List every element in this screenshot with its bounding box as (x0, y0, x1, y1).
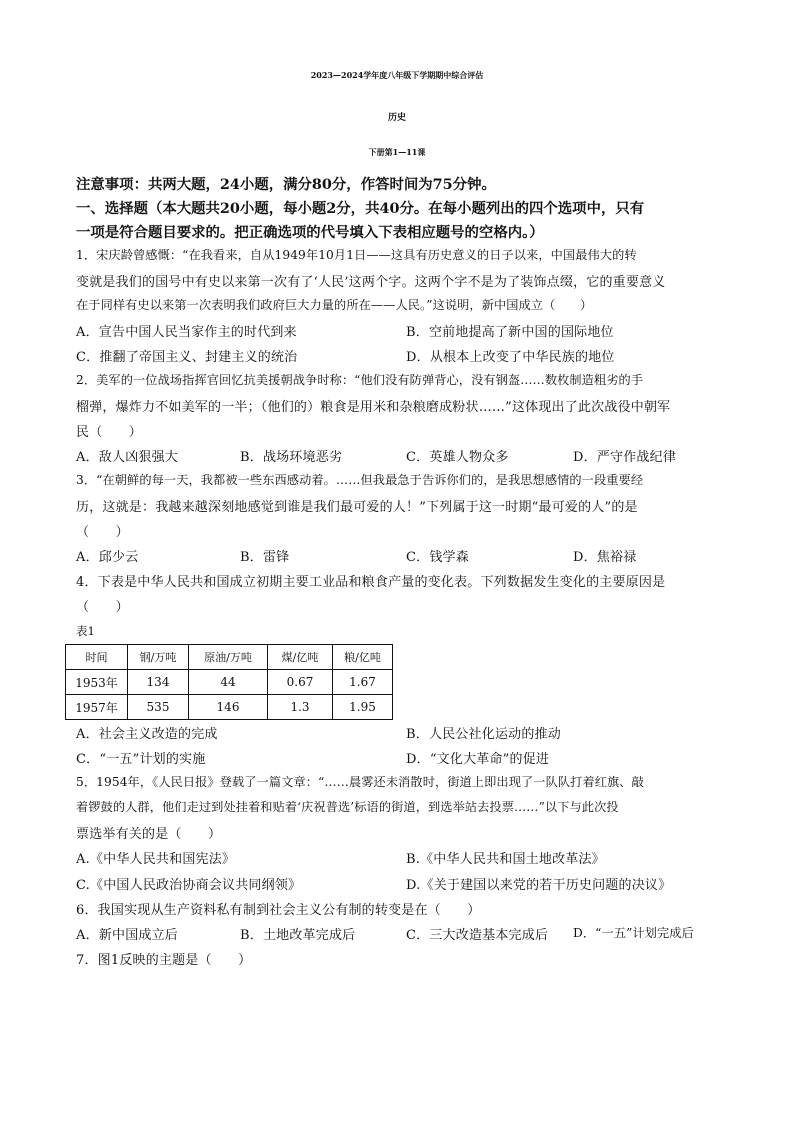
option-a: A．邱少云 (76, 550, 139, 565)
production-table (65, 644, 393, 720)
table-header-row (66, 645, 393, 670)
option-c: C.《中国人民政治协商会议共同纲领》 (76, 878, 302, 893)
question-text: 变就是我们的国号中有史以来第一次有了‘人民’这两个字。这两个字不是为了装饰点缀，它的重要意义 (76, 275, 666, 290)
column-header: 钢/万吨 (128, 645, 189, 670)
question-text: 历，这就是：我越来越深刻地感觉到谁是我们最可爱的人！”下列属于这一时期“最可爱的人”的是 (76, 500, 638, 515)
table-cell: 0.67 (268, 670, 333, 695)
option-d: D.《关于建国以来党的若干历史问题的决议》 (406, 878, 672, 893)
question-text: （ ） (76, 525, 129, 540)
option-c: C．推翻了帝国主义、封建主义的统治 (76, 350, 298, 365)
option-b: B．土地改革完成后 (240, 928, 356, 943)
option-c: C．钱学森 (406, 550, 469, 565)
question-text: 榴弹，爆炸力不如美军的一半；（他们的）粮食是用米和杂粮磨成粉状……”这体现出了此次战役中朝军 (76, 400, 671, 415)
option-a: A．宣告中国人民当家作主的时代到来 (76, 325, 297, 340)
question-text: 1．宋庆龄曾感慨：“在我看来，自从1949年10月1日——这具有历史意义的日子以来，中国最伟大的转 (76, 248, 637, 262)
section1-instruction-line1: 一、选择题（本大题共20小题，每小题2分，共40分。在每小题列出的四个选项中，只有 (76, 200, 645, 217)
column-header: 煤/亿吨 (268, 645, 333, 670)
option-c: C．三大改造基本完成后 (406, 928, 549, 943)
question-text: 在于同样有史以来第一次表明我们政府巨大力量的所在——人民。”这说明，新中国成立（ ） (76, 298, 593, 312)
option-a: A.《中华人民共和国宪法》 (76, 852, 236, 867)
option-b: B．雷锋 (240, 550, 290, 565)
table-cell: 1.95 (333, 695, 393, 720)
table-cell: 1.3 (268, 695, 333, 720)
question-text: 5．1954年，《人民日报》登载了一篇文章：“……晨雾还未消散时，街道上即出现了一队队打着红旗、敲 (76, 775, 644, 789)
subject-heading: 历史 (387, 113, 406, 123)
table-cell: 1.67 (333, 670, 393, 695)
option-a: A．社会主义改造的完成 (76, 727, 218, 742)
table-cell: 535 (128, 695, 189, 720)
table-cell: 146 (189, 695, 268, 720)
option-c: C．英雄人物众多 (406, 450, 509, 465)
question-text: 3．“在朝鲜的每一天，我都被一些东西感动着。……但我最急于告诉你们的，是我思想感情的一段重要经 (76, 473, 644, 487)
option-a: A．敌人凶狠强大 (76, 450, 178, 465)
option-b: B．空前地提高了新中国的国际地位 (406, 325, 614, 340)
table-cell: 134 (128, 670, 189, 695)
question-text: 7．图1反映的主题是（ ） (76, 953, 252, 968)
question-text: 2．美军的一位战场指挥官回忆抗美援朝战争时称：“他们没有防弹背心，没有钢盔……数枚制造粗劣的手 (76, 373, 644, 387)
table-cell: 1957年 (66, 695, 128, 720)
column-header: 原油/万吨 (189, 645, 268, 670)
table-cell: 44 (189, 670, 268, 695)
question-text: 民（ ） (76, 425, 143, 440)
notice-text: 注意事项：共两大题，24小题，满分80分，作答时间为75分钟。 (76, 176, 496, 193)
question-text: 着锣鼓的人群，他们走过到处挂着和贴着‘庆祝普选’标语的街道，到选举站去投票……”以下与此次投 (76, 800, 619, 814)
question-text: 6．我国实现从生产资料私有制到社会主义公有制的转变是在（ ） (76, 903, 481, 918)
option-d: D．焦裕禄 (573, 550, 637, 565)
exam-title: 2023—2024学年度八年级下学期期中综合评估 (310, 70, 484, 80)
option-b: B．人民公社化运动的推动 (406, 727, 561, 742)
question-text: （ ） (76, 600, 129, 615)
table-caption: 表1 (76, 624, 95, 638)
option-b: B．战场环境恶劣 (240, 450, 343, 465)
question-text: 4．下表是中华人民共和国成立初期主要工业品和粮食产量的变化表。下列数据发生变化的主要原因是 (76, 575, 666, 590)
option-a: A．新中国成立后 (76, 928, 178, 943)
option-d: D．“文化大革命”的促进 (406, 752, 550, 767)
option-d: D．严守作战纪律 (573, 450, 677, 465)
column-header: 粮/亿吨 (333, 645, 393, 670)
option-d: D．“一五”计划完成后 (573, 926, 694, 940)
column-header: 时间 (66, 645, 128, 670)
option-b: B.《中华人民共和国土地改革法》 (406, 852, 605, 867)
option-d: D．从根本上改变了中华民族的地位 (406, 350, 615, 365)
scope-subtitle: 下册第1—11课 (368, 147, 426, 157)
table-row (66, 695, 393, 720)
table-row (66, 670, 393, 695)
option-c: C．“一五”计划的实施 (76, 752, 206, 767)
question-text: 票选举有关的是（ ） (76, 827, 222, 842)
section1-instruction-line2: 一项是符合题目要求的。把正确选项的代号填入下表相应题号的空格内。） (76, 224, 544, 241)
table-cell: 1953年 (66, 670, 128, 695)
